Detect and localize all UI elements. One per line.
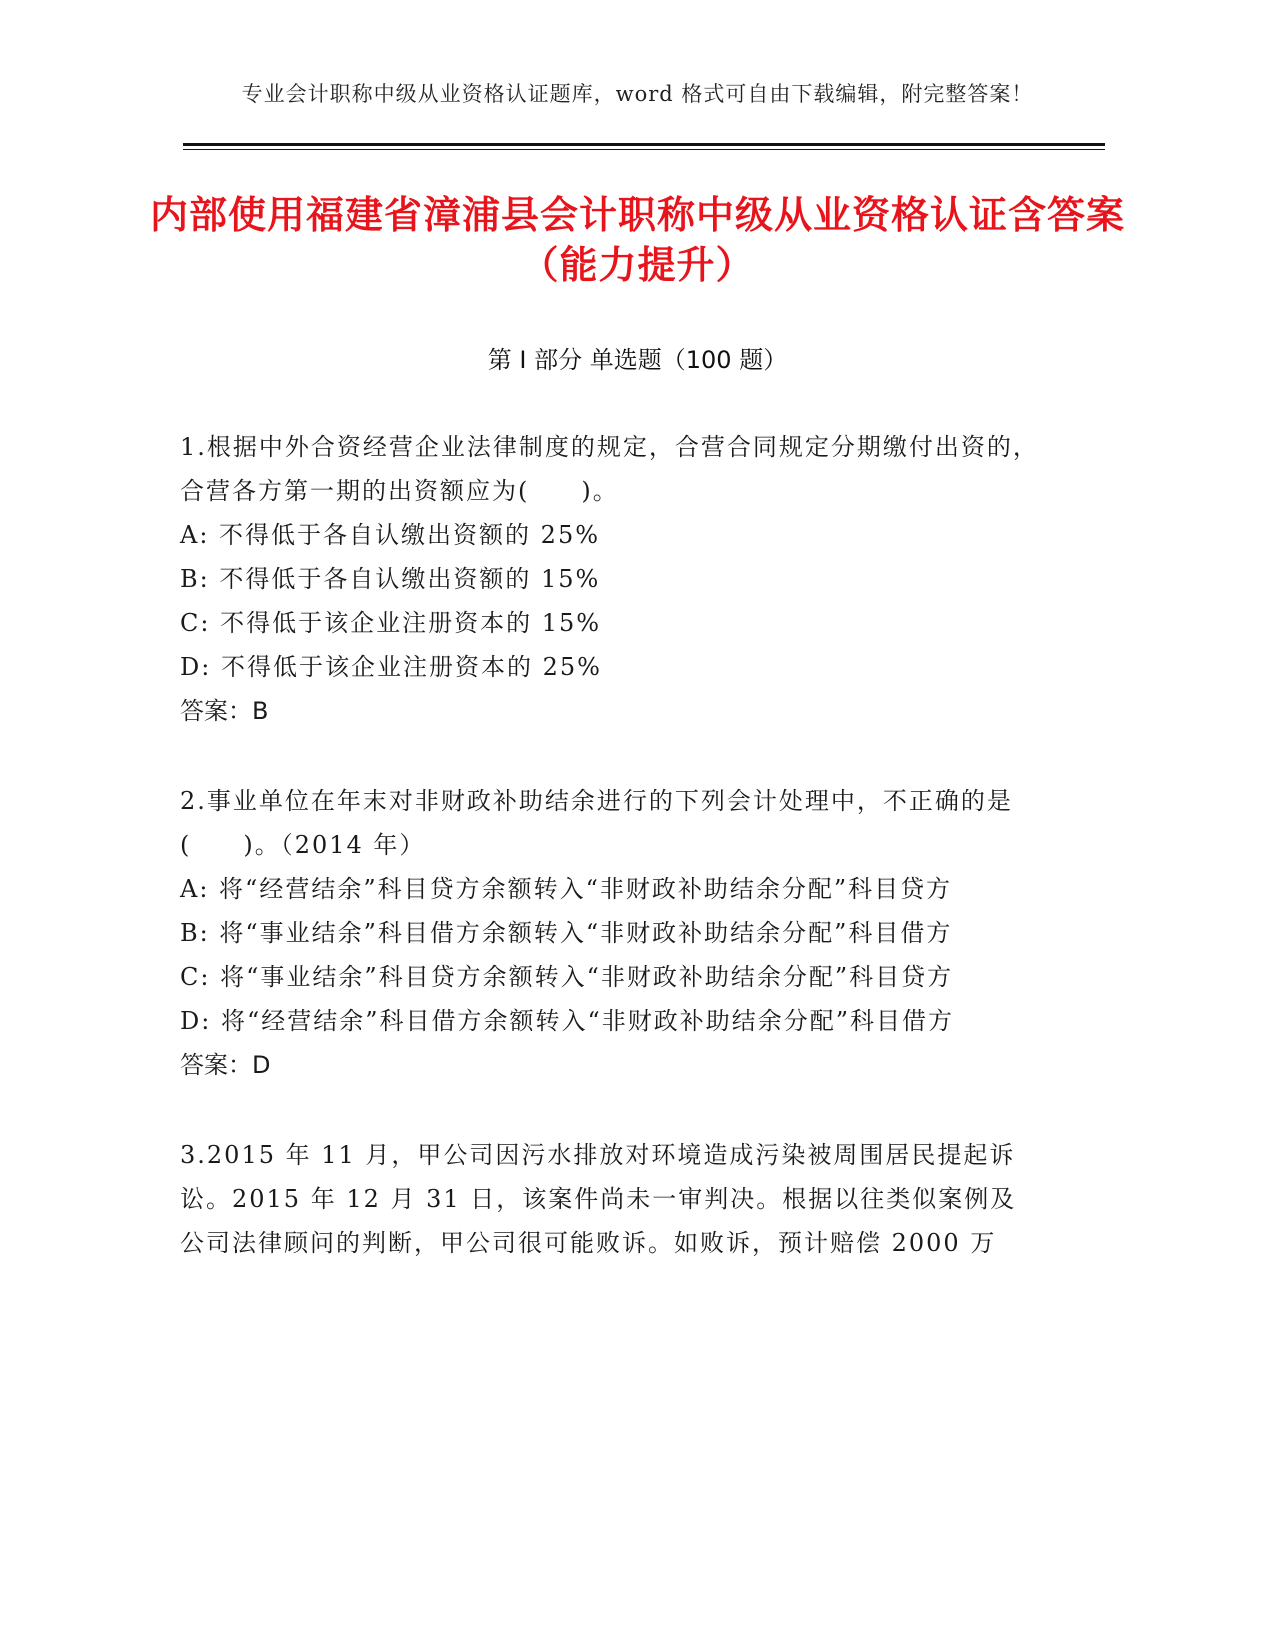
question-2 [180, 779, 1040, 1087]
option-c: C: 将“事业结余”科目贷方余额转入“非财政补助结余分配”科目贷方 [180, 963, 954, 991]
section-title: 第 I 部分 单选题（100 题） [487, 346, 788, 374]
question-text: 3.2015 年 11 月，甲公司因污水排放对环境造成污染被周围居民提起诉讼。2015 年 12 月 31 日，该案件尚未一审判决。根据以往类似案例及公司法律顾问的判断，甲公司很可能败诉。如败诉，预计赔偿 2000 万 [180, 1141, 1017, 1257]
option-c: C: 不得低于该企业注册资本的 15% [180, 609, 602, 637]
option-a: A: 不得低于各自认缴出资额的 25% [180, 521, 601, 549]
document-title: 内部使用福建省漳浦县会计职称中级从业资格认证含答案（能力提升） [150, 193, 1126, 287]
header-divider-thin [183, 149, 1105, 150]
header-divider-thick [183, 143, 1105, 146]
option-d: D: 不得低于该企业注册资本的 25% [180, 653, 602, 681]
question-text: 1.根据中外合资经营企业法律制度的规定，合营合同规定分期缴付出资的，合营各方第一期的出资额应为( )。 [180, 433, 1039, 505]
option-b: B: 不得低于各自认缴出资额的 15% [180, 565, 601, 593]
question-list [180, 425, 1040, 1311]
question-3 [180, 1133, 1040, 1265]
question-1 [180, 425, 1040, 733]
option-b: B: 将“事业结余”科目借方余额转入“非财政补助结余分配”科目借方 [180, 919, 953, 947]
answer: 答案：D [180, 1051, 271, 1079]
question-text: 2.事业单位在年末对非财政补助结余进行的下列会计处理中，不正确的是( )。（2014 年） [180, 787, 1013, 859]
header-note: 专业会计职称中级从业资格认证题库，word 格式可自由下载编辑，附完整答案！ [241, 82, 1034, 106]
answer: 答案：B [180, 697, 269, 725]
option-a: A: 将“经营结余”科目贷方余额转入“非财政补助结余分配”科目贷方 [180, 875, 953, 903]
option-d: D: 将“经营结余”科目借方余额转入“非财政补助结余分配”科目借方 [180, 1007, 955, 1035]
